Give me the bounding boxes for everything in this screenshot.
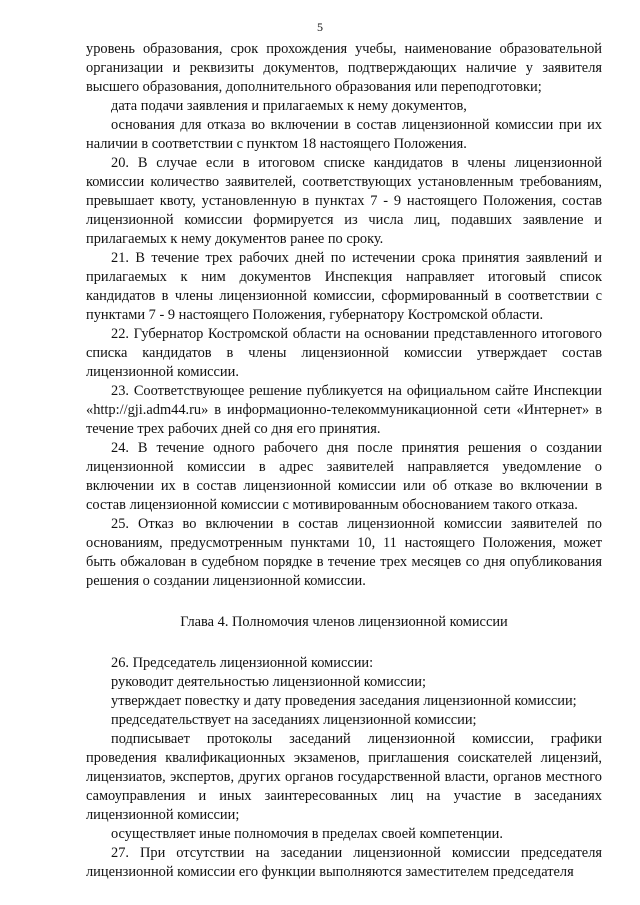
paragraph: руководит деятельностью лицензионной комиссии; <box>111 674 426 690</box>
chapter-heading: Глава 4. Полномочия членов лицензионной комиссии <box>180 614 508 630</box>
paragraph: уровень образования, срок прохождения учебы, наименование образовательной организации и реквизиты документов, подтверждающих наличие у заявителя высшего образования, дополнительного образования или переподготовки; <box>86 41 602 95</box>
paragraph-27: 27. При отсутствии на заседании лицензионной комиссии председателя лицензионной комиссии его функции выполняются заместителем председателя <box>86 845 602 880</box>
paragraph-22: 22. Губернатор Костромской области на основании представленного итогового списка кандидатов в члены лицензионной комиссии утверждает состав лицензионной комиссии. <box>86 326 602 380</box>
paragraph-24: 24. В течение одного рабочего дня после принятия решения о создании лицензионной комиссии в адрес заявителей направляется уведомление о включении их в состав лицензионной комиссии или об отказе во включении в состав лицензионной комиссии с мотивированным обоснованием такого отказа. <box>86 440 602 513</box>
paragraph-23: 23. Соответствующее решение публикуется на официальном сайте Инспекции «http://gji.adm44.ru» в информационно-телекоммуникационной сети «Интернет» в течение трех рабочих дней со дня его принятия. <box>86 383 602 437</box>
paragraph-20: 20. В случае если в итоговом списке кандидатов в члены лицензионной комиссии количество заявителей, соответствующих установленным требованиям, превышает квоту, установленную в пунктах 7 - 9 настоящего Положения, состав лицензионной комиссии формируется из числа лиц, подавших заявление и прилагаемых к нему документов ранее по сроку. <box>86 155 602 247</box>
document-body <box>86 40 602 882</box>
paragraph-25: 25. Отказ во включении в состав лицензионной комиссии заявителей по основаниям, предусмотренным пунктами 10, 11 настоящего Положения, может быть обжалован в судебном порядке в течение трех месяцев со дня опубликования решения о создании лицензионной комиссии. <box>86 516 602 589</box>
paragraph-26: 26. Председатель лицензионной комиссии: <box>111 655 374 671</box>
page-number: 5 <box>317 20 323 34</box>
paragraph-21: 21. В течение трех рабочих дней по истечении срока принятия заявлений и прилагаемых к ним документов Инспекция направляет итоговый список кандидатов в члены лицензионной комиссии, сформированный в соответствии с пунктами 7 - 9 настоящего Положения, губернатору Костромской области. <box>86 250 602 323</box>
paragraph: основания для отказа во включении в состав лицензионной комиссии при их наличии в соответствии с пунктом 18 настоящего Положения. <box>86 117 602 152</box>
paragraph: председательствует на заседаниях лицензионной комиссии; <box>111 712 477 728</box>
paragraph: подписывает протоколы заседаний лицензионной комиссии, графики проведения квалификационных экзаменов, приглашения соискателей лицензий, лицензиатов, экспертов, других органов государственной власти, органов местного самоуправления и иных заинтересованных лиц на участие в заседаниях лицензионной комиссии; <box>86 731 602 823</box>
paragraph: дата подачи заявления и прилагаемых к нему документов, <box>111 98 467 114</box>
paragraph: осуществляет иные полномочия в пределах своей компетенции. <box>111 826 503 842</box>
paragraph: утверждает повестку и дату проведения заседания лицензионной комиссии; <box>111 693 577 709</box>
